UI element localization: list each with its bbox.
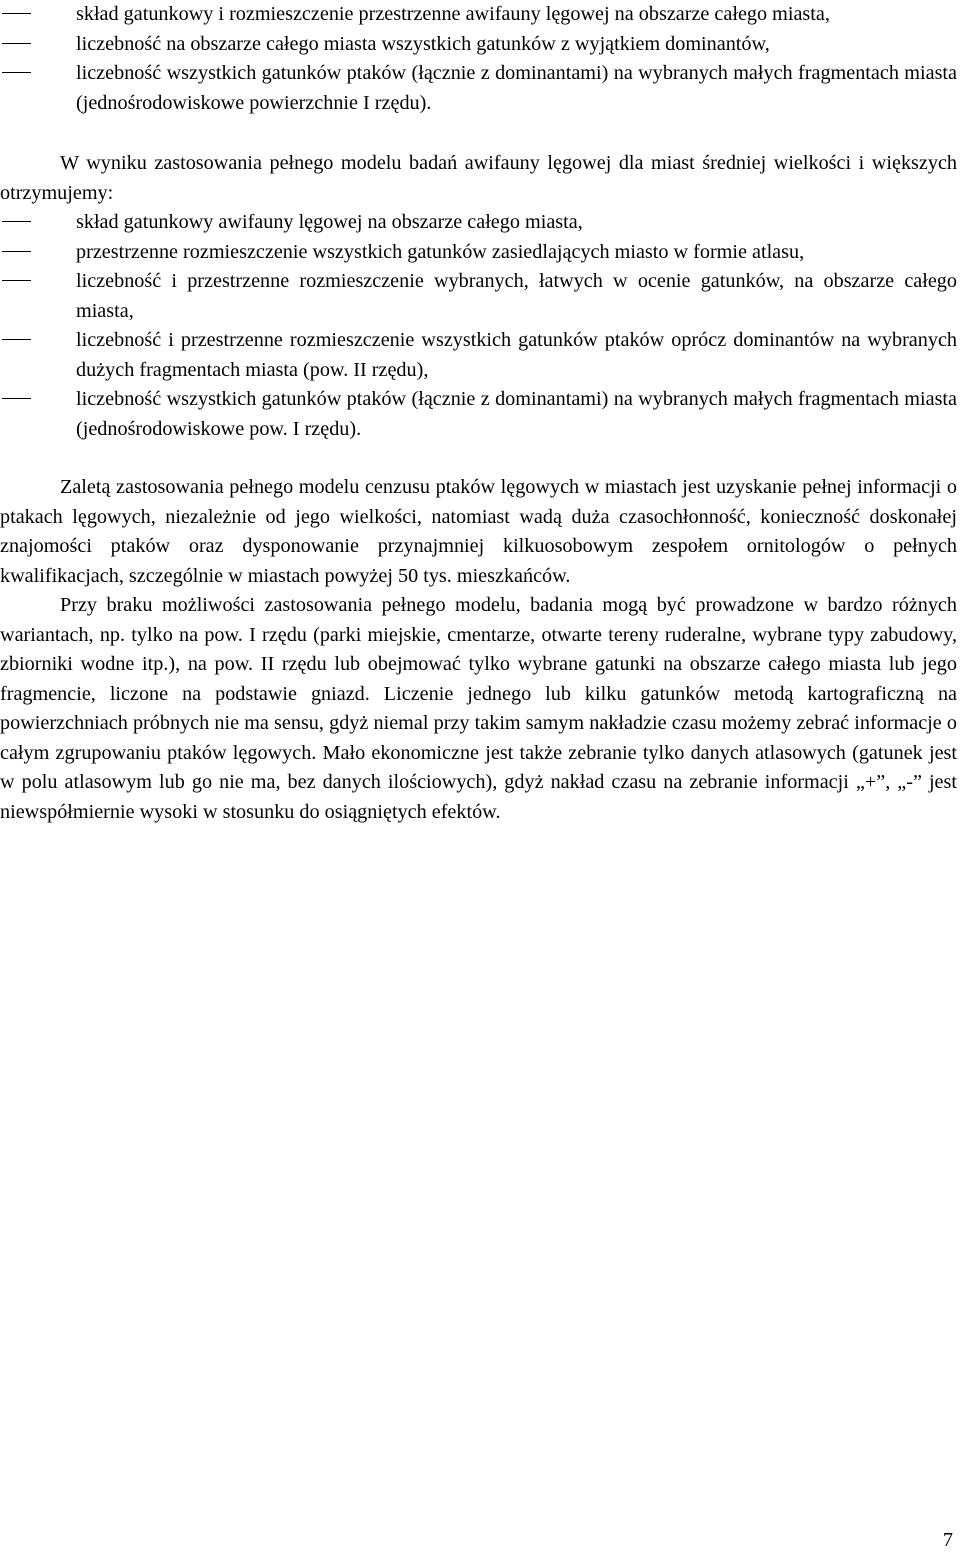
page-number: 7 <box>942 1529 953 1551</box>
list-item: liczebność na obszarze całego miasta wszystkich gatunków z wyjątkiem dominantów, <box>0 30 957 60</box>
paragraph-intro: W wyniku zastosowania pełnego modelu badań awifauny lęgowej dla miast średniej wielkości i większych otrzymujemy: <box>0 152 957 204</box>
list-item: skład gatunkowy awifauny lęgowej na obszarze całego miasta, <box>0 208 957 238</box>
paragraph-alternative: Przy braku możliwości zastosowania pełnego modelu, badania mogą być prowadzone w bardzo różnych wariantach, np. tylko na pow. I rzędu (parki miejskie, cmentarze, otwarte tereny ruderalne, wybrane typy zabudowy, zbiorniki wodne itp.), na pow. II rzędu lub obejmować tylko wybrane gatunki na obszarze całego miasta lub jego fragmencie, liczone na podstawie gniazd. Liczenie jednego lub kilku gatunków metodą kartograficzną na powierzchniach próbnych nie ma sensu, gdyż niemal przy takim samym nakładzie czasu możemy zebrać informacje o całym zgrupowaniu ptaków lęgowych. Mało ekonomiczne jest także zebranie tylko danych atlasowych (gatunek jest w polu atlasowym lub go nie ma, bez danych ilościowych), gdyż nakład czasu na zebranie informacji „+”, „-” jest niewspółmiernie wysoki w stosunku do osiągniętych efektów. <box>0 594 957 823</box>
list-item: liczebność i przestrzenne rozmieszczenie wszystkich gatunków ptaków oprócz dominantów na wybranych dużych fragmentach miasta (pow. II rzędu), <box>0 326 957 385</box>
list-item: przestrzenne rozmieszczenie wszystkich gatunków zasiedlających miasto w formie atlasu, <box>0 238 957 268</box>
list-partial-model-results <box>0 0 957 118</box>
list-item: liczebność wszystkich gatunków ptaków (łącznie z dominantami) na wybranych małych fragmentach miasta (jednośrodowiskowe pow. I rzędu). <box>0 385 957 444</box>
list-item: liczebność i przestrzenne rozmieszczenie wybranych, łatwych w ocenie gatunków, na obszarze całego miasta, <box>0 267 957 326</box>
list-item: liczebność wszystkich gatunków ptaków (łącznie z dominantami) na wybranych małych fragmentach miasta (jednośrodowiskowe powierzchnie I rzędu). <box>0 59 957 118</box>
list-full-model-results <box>0 208 957 444</box>
list-item: skład gatunkowy i rozmieszczenie przestrzenne awifauny lęgowej na obszarze całego miasta, <box>0 0 957 30</box>
paragraph-advantage: Zaletą zastosowania pełnego modelu cenzusu ptaków lęgowych w miastach jest uzyskanie pełnej informacji o ptakach lęgowych, niezależnie od jego wielkości, natomiast wadą duża czasochłonność, konieczność doskonałej znajomości ptaków oraz dysponowanie przynajmniej kilkuosobowym zespołem ornitologów o pełnych kwalifikacjach, szczególnie w miastach powyżej 50 tys. mieszkańców. <box>0 476 957 587</box>
